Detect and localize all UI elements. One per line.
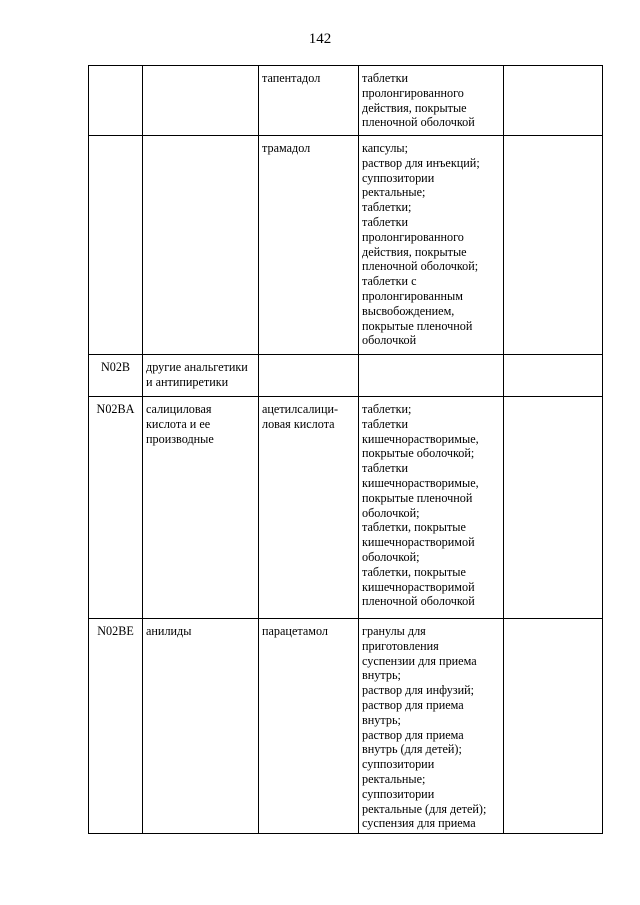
cell-text-line: пленочной оболочкой (362, 594, 475, 609)
cell-text-line: тапентадол (262, 71, 321, 85)
atc-code-cell (89, 66, 143, 136)
note-cell (504, 66, 603, 136)
cell-text-line: суппозитории (362, 757, 435, 772)
pharmacological-group-cell (143, 619, 259, 834)
table-row (89, 397, 603, 619)
pharmacological-group-cell (143, 397, 259, 619)
cell-text-line: производные (146, 431, 214, 446)
cell-text-line: суспензии для приема (362, 653, 477, 668)
cell-text-line: таблетки (362, 71, 409, 85)
pharmacological-group-cell (143, 136, 259, 355)
cell-text-line: суппозитории (362, 786, 435, 801)
cell-text-line: внутрь; (362, 712, 401, 727)
atc-code-cell (89, 136, 143, 355)
cell-text-line: пролонгированного (362, 229, 464, 244)
cell-text-line: таблетки, покрытые (362, 564, 466, 579)
cell-text-line: таблетки, покрытые (362, 520, 466, 535)
note-cell (504, 355, 603, 397)
note-cell (504, 619, 603, 834)
cell-text-line: таблетки с (362, 274, 417, 289)
page-number: 142 (308, 31, 332, 47)
cell-text-line: другие анальгетики (146, 360, 248, 374)
cell-text-line: суспензия для приема (362, 816, 476, 831)
cell-text-line: пленочной оболочкой; (362, 259, 479, 274)
cell-text-line: пролонгированного (362, 85, 464, 100)
cell-text-line: высвобождением, (362, 303, 455, 318)
cell-text-line: раствор для приема (362, 697, 464, 712)
cell-text-line: покрытые пленочной (362, 318, 473, 333)
cell-text-line: и антипиретики (146, 374, 229, 389)
note-cell (504, 136, 603, 355)
cell-text-line: гранулы для (362, 624, 426, 638)
table-row (89, 355, 603, 397)
cell-text-line: анилиды (146, 624, 192, 638)
cell-text-line: оболочкой (362, 333, 417, 348)
dosage-forms-cell (359, 355, 504, 397)
cell-text-line: таблетки (362, 461, 409, 476)
cell-text-line: внутрь; (362, 668, 401, 683)
dosage-forms-cell (359, 136, 504, 355)
cell-text-line: пленочной оболочкой (362, 115, 475, 130)
cell-text-line: таблетки; (362, 402, 412, 416)
active-substance-cell (259, 136, 359, 355)
cell-text-line: покрытые оболочкой; (362, 446, 475, 461)
cell-text-line: кишечнорастворимые, (362, 431, 479, 446)
dosage-forms-cell (359, 619, 504, 834)
dosage-forms-cell (359, 397, 504, 619)
pharmacological-group-cell (143, 66, 259, 136)
active-substance-cell (259, 66, 359, 136)
cell-text-line: ректальные; (362, 185, 426, 200)
medicines-table (88, 65, 603, 834)
cell-text-line: суппозитории (362, 170, 435, 185)
cell-text-line: таблетки; (362, 200, 412, 215)
cell-text-line: кишечнорастворимые, (362, 475, 479, 490)
table-row (89, 136, 603, 355)
cell-text-line: ректальные; (362, 771, 426, 786)
cell-text-line: капсулы; (362, 141, 408, 155)
cell-text-line: раствор для инфузий; (362, 683, 475, 698)
cell-text-line: действия, покрытые (362, 244, 467, 259)
cell-text-line: внутрь (для детей); (362, 742, 462, 757)
cell-text-line: раствор для приема (362, 727, 464, 742)
cell-text-line: кислота и ее (146, 416, 211, 431)
active-substance-cell (259, 355, 359, 397)
cell-text-line: раствор для инъекций; (362, 155, 480, 170)
cell-text-line: трамадол (262, 141, 311, 155)
cell-text-line: таблетки (362, 416, 409, 431)
cell-text-line: кишечнорастворимой (362, 535, 475, 550)
note-cell (504, 397, 603, 619)
active-substance-cell (259, 397, 359, 619)
cell-text-line: покрытые пленочной (362, 490, 473, 505)
cell-text-line: кишечнорастворимой (362, 579, 475, 594)
atc-code-cell: N02B (89, 355, 143, 397)
cell-text-line: ацетилсалици- (262, 402, 339, 416)
cell-text-line: ловая кислота (262, 416, 335, 431)
table-body (89, 66, 603, 834)
cell-text-line: действия, покрытые (362, 100, 467, 115)
cell-text-line: ректальные (для детей); (362, 801, 487, 816)
cell-text-line: приготовления (362, 638, 439, 653)
table-row (89, 66, 603, 136)
cell-text-line: парацетамол (262, 624, 328, 638)
cell-text-line: пролонгированным (362, 288, 463, 303)
dosage-forms-cell (359, 66, 504, 136)
cell-text-line: салициловая (146, 402, 212, 416)
cell-text-line: оболочкой; (362, 549, 420, 564)
atc-code-cell: N02BA (89, 397, 143, 619)
atc-code-cell: N02BE (89, 619, 143, 834)
table-row (89, 619, 603, 834)
active-substance-cell (259, 619, 359, 834)
cell-text-line: оболочкой; (362, 505, 420, 520)
cell-text-line: таблетки (362, 214, 409, 229)
pharmacological-group-cell (143, 355, 259, 397)
